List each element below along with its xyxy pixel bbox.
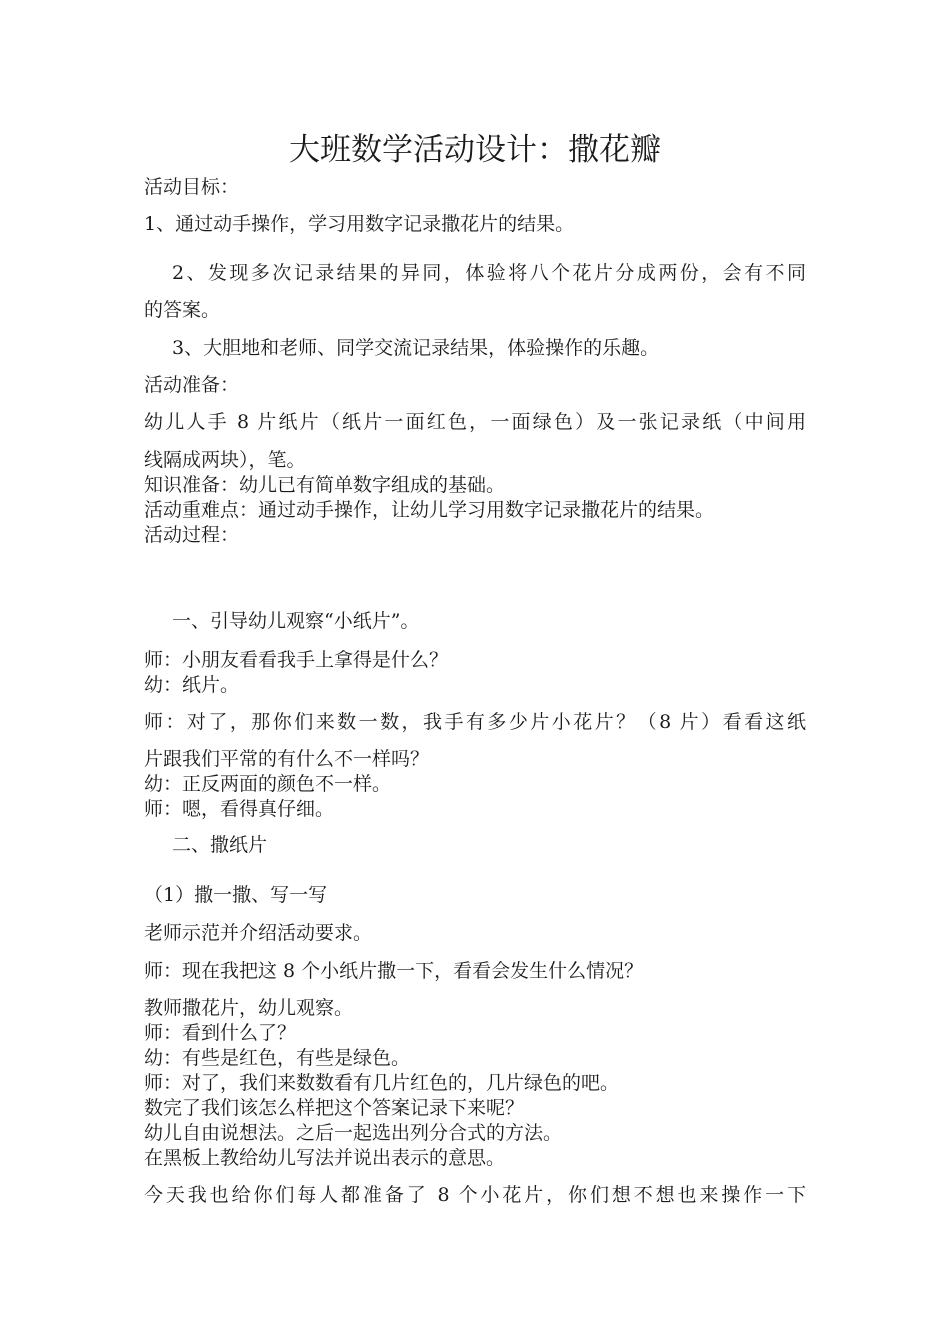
goal-1: 1、通过动手操作，学习用数字记录撒花片的结果。 xyxy=(144,213,575,235)
instruction-line: 今天我也给你们每人都准备了 8 个小花片，你们想不想也来操作一下 xyxy=(144,1184,806,1206)
key-difficulties: 活动重难点：通过动手操作，让幼儿学习用数字记录撒花片的结果。 xyxy=(144,499,715,521)
dialogue-line: 师：对了，那你们来数一数，我手有多少片小花片？（8 片）看看这纸 xyxy=(144,711,806,733)
goal-2-line-1: 2、发现多次记录结果的异同，体验将八个花片分成两份，会有不同 xyxy=(172,262,806,284)
step-2-heading: 二、撒纸片 xyxy=(172,834,268,856)
dialogue-line: 师：嗯，看得真仔细。 xyxy=(144,798,335,820)
dialogue-line: 师：现在我把这 8 个小纸片撒一下，看看会发生什么情况？ xyxy=(144,960,644,982)
dialogue-line: 片跟我们平常的有什么不一样吗？ xyxy=(144,748,430,770)
goal-2-line-2: 的答案。 xyxy=(144,299,221,321)
instruction-line: 老师示范并介绍活动要求。 xyxy=(144,922,373,944)
dialogue-line: 幼：纸片。 xyxy=(144,674,240,696)
goal-3: 3、大胆地和老师、同学交流记录结果，体验操作的乐趣。 xyxy=(172,337,660,359)
knowledge-preparation: 知识准备：幼儿已有简单数字组成的基础。 xyxy=(144,474,506,496)
section-heading-goals: 活动目标： xyxy=(144,176,240,198)
section-heading-preparation: 活动准备： xyxy=(144,374,240,396)
dialogue-line: 幼：正反两面的颜色不一样。 xyxy=(144,773,392,795)
instruction-line: 幼儿自由说想法。之后一起选出列分合式的方法。 xyxy=(144,1122,563,1144)
substep-1-heading: （1）撒一撒、写一写 xyxy=(144,884,328,906)
dialogue-line: 师：看到什么了？ xyxy=(144,1022,297,1044)
dialogue-line: 师：对了，我们来数数看有几片红色的，几片绿色的吧。 xyxy=(144,1072,620,1094)
step-1-heading: 一、引导幼儿观察“小纸片”。 xyxy=(172,610,420,632)
preparation-line-1: 幼儿人手 8 片纸片（纸片一面红色，一面绿色）及一张记录纸（中间用 xyxy=(144,411,806,433)
instruction-line: 在黑板上教给幼儿写法并说出表示的意思。 xyxy=(144,1147,506,1169)
instruction-line: 数完了我们该怎么样把这个答案记录下来呢？ xyxy=(144,1097,525,1119)
section-heading-process: 活动过程： xyxy=(144,524,240,546)
instruction-line: 教师撒花片，幼儿观察。 xyxy=(144,997,354,1019)
preparation-line-2: 线隔成两块），笔。 xyxy=(144,449,306,471)
dialogue-line: 幼：有些是红色，有些是绿色。 xyxy=(144,1047,411,1069)
document-title: 大班数学活动设计：撒花瓣 xyxy=(289,132,661,168)
dialogue-line: 师：小朋友看看我手上拿得是什么？ xyxy=(144,649,449,671)
